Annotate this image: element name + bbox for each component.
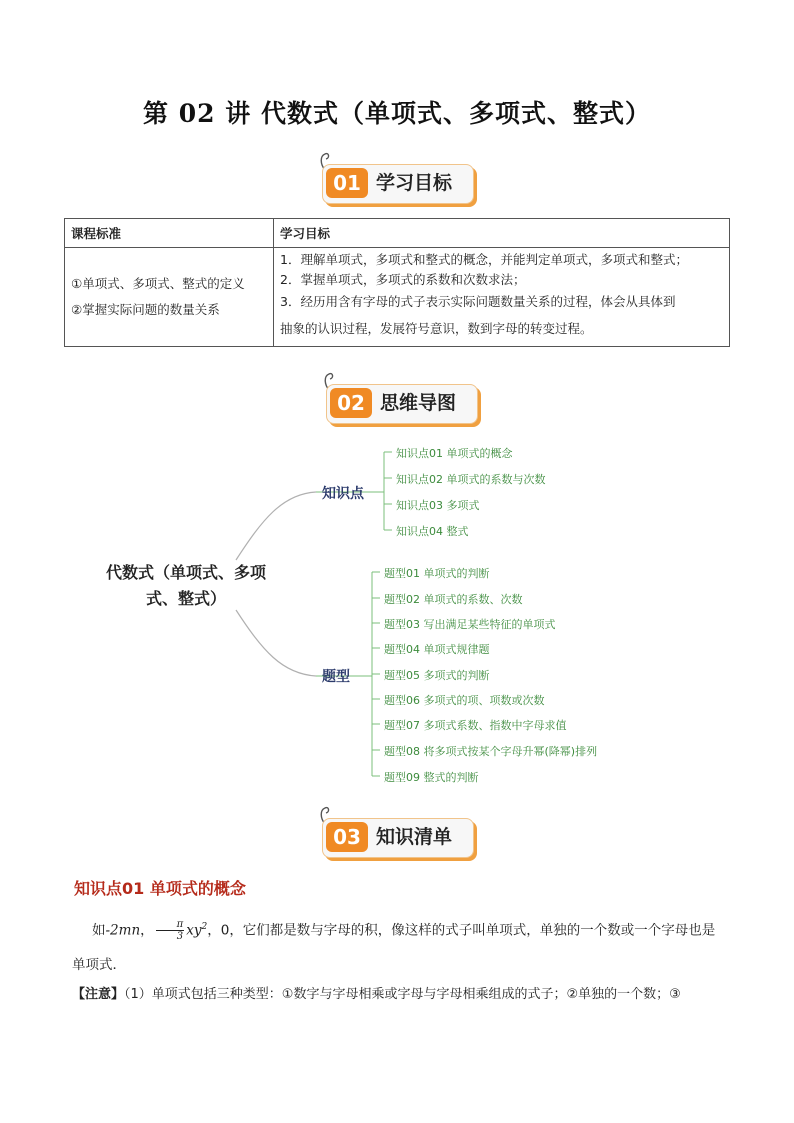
section-badge-mindmap <box>326 384 478 424</box>
note-label: 【注意】 <box>72 987 125 1002</box>
section-number: 02 <box>330 388 372 418</box>
mind-map-leaf: 题型02 单项式的系数、次数 <box>384 593 523 606</box>
mind-map-branch-knowledge: 知识点 <box>322 486 364 502</box>
mind-map-leaf: 知识点01 单项式的概念 <box>396 447 513 460</box>
objective-item: 1．理解单项式，多项式和整式的概念，并能判定单项式，多项式和整式； <box>280 252 688 267</box>
knowledge-paragraph-cont: 单项式． <box>72 957 126 973</box>
section-number: 03 <box>326 822 368 852</box>
standard-item: ①单项式、多项式、整式的定义 <box>71 276 245 291</box>
knowledge-paragraph: 如-2mn， $\frac{\pi}{3}$ $xy^2$，0，它们都是数与字母的积，像这样的式子叫单项式，单独的一个数或一个字母也是 <box>92 919 716 942</box>
section-label: 知识清单 <box>376 826 453 848</box>
mind-map-leaf: 题型08 将多项式按某个字母升幂(降幂)排列 <box>384 745 598 758</box>
standards-cell <box>65 248 274 347</box>
objective-item: 2．掌握单项式，多项式的系数和次数求法； <box>280 272 526 287</box>
table-header: 学习目标 <box>274 219 730 248</box>
section-label: 思维导图 <box>380 392 457 414</box>
mind-map-leaf: 知识点04 整式 <box>396 525 469 538</box>
mind-map-leaf: 题型04 单项式规律题 <box>384 643 490 656</box>
objective-item: 3．经历用含有字母的式子表示实际问题数量关系的过程，体会从具体到 <box>280 294 676 309</box>
standard-item: ②掌握实际问题的数量关系 <box>71 302 220 317</box>
section-badge-goals <box>322 164 474 204</box>
mind-map-branch-types: 题型 <box>322 669 350 685</box>
knowledge-point-heading: 知识点01 单项式的概念 <box>74 879 246 898</box>
goals-table <box>64 218 730 347</box>
section-number: 01 <box>326 168 368 198</box>
mind-map-leaf: 题型03 写出满足某些特征的单项式 <box>384 618 556 631</box>
table-header: 课程标准 <box>65 219 274 248</box>
mind-map-leaf: 题型05 多项式的判断 <box>384 669 490 682</box>
mind-map-leaf: 题型09 整式的判断 <box>384 771 479 784</box>
fraction: $\frac{\pi}{3}$ <box>156 919 185 942</box>
section-label: 学习目标 <box>376 172 453 194</box>
mind-map-leaf: 题型06 多项式的项、项数或次数 <box>384 694 545 707</box>
objective-item: 抽象的认识过程，发展符号意识，数到字母的转变过程。 <box>280 321 593 336</box>
expression: xy <box>186 922 202 939</box>
mind-map-leaf: 题型07 多项式系数、指数中字母求值 <box>384 719 567 732</box>
mind-map-leaf: 题型01 单项式的判断 <box>384 567 490 580</box>
note-paragraph: 【注意】（1）单项式包括三种类型：①数字与字母相乘或字母与字母相乘组成的式子；②单独的一个数；③ <box>72 987 681 1002</box>
objectives-cell <box>274 248 730 347</box>
page-title: 第 02 讲 代数式（单项式、多项式、整式） <box>143 99 651 128</box>
section-badge-knowledge <box>322 818 474 858</box>
mind-map-leaf: 知识点02 单项式的系数与次数 <box>396 473 546 486</box>
mind-map-root: 代数式（单项式、多项 式、整式） <box>105 563 266 608</box>
zero-value: 0 <box>220 922 230 939</box>
mind-map-leaf: 知识点03 多项式 <box>396 499 480 512</box>
expression: -2mn <box>105 922 141 939</box>
exponent: 2 <box>201 922 208 932</box>
